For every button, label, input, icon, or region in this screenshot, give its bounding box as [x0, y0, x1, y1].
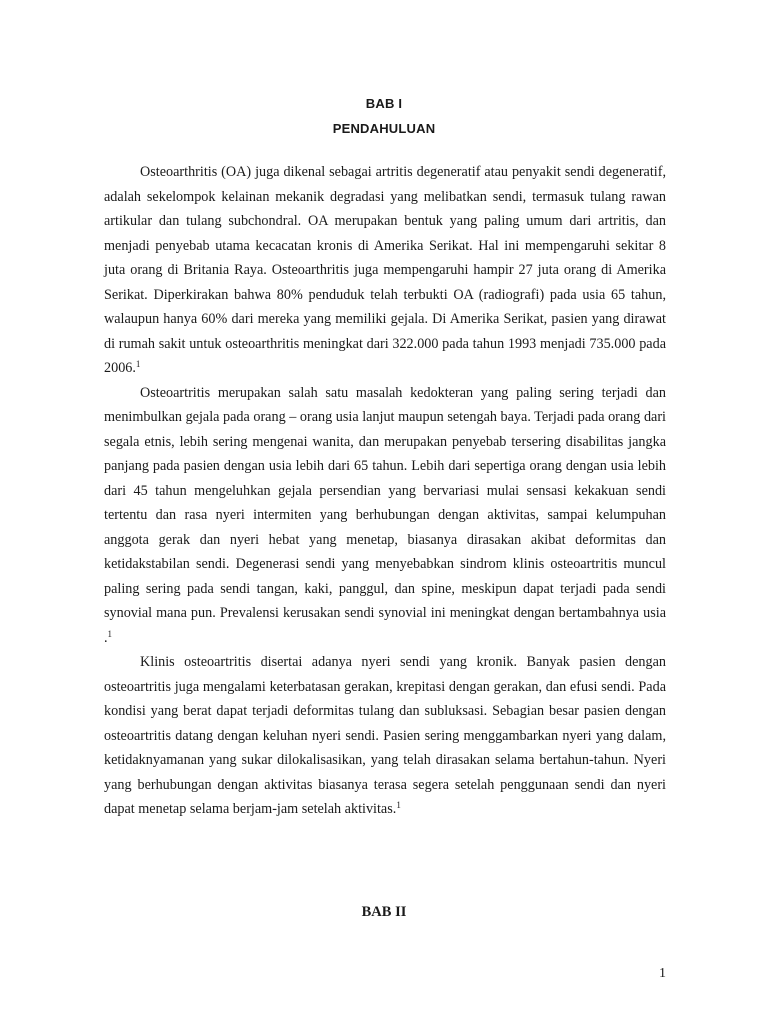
chapter-label: BAB I — [365, 96, 403, 111]
body-text — [104, 160, 666, 822]
next-chapter-label: BAB II — [361, 904, 407, 920]
paragraph-2-text: Osteoartritis merupakan salah satu masalah kedokteran yang paling sering terjadi dan menimbulkan gejala pada orang – orang usia lanjut maupun setengah baya. Terjadi pada orang dari segala etnis, lebih sering mengenai wanita, dan merupakan penyebab tersering disabilitas jangka panjang pada pasien dengan usia lebih dari 65 tahun. Lebih dari sepertiga orang dengan usia lebih dari 45 tahun mengeluhkan gejala persendian yang bervariasi mulai sensasi kekakuan sendi tertentu dan rasa nyeri intermiten yang berhubungan dengan aktivitas, sampai kelumpuhan anggota gerak dan nyeri hebat yang menetap, biasanya dirasakan akibat deformitas dan ketidakstabilan sendi. Degenerasi sendi yang menyebabkan sindrom klinis osteoartritis muncul paling sering pada sendi tangan, kaki, panggul, dan spine, meskipun dapat terjadi pada sendi synovial mana pun. Prevalensi kerusakan sendi synovial ini meningkat dengan bertambahnya usia . — [104, 384, 666, 646]
paragraph-3 — [104, 650, 666, 822]
citation-2: 1 — [107, 628, 113, 639]
paragraph-1 — [104, 160, 666, 381]
citation-1: 1 — [135, 359, 141, 369]
paragraph-3-text: Klinis osteoartritis disertai adanya nyeri sendi yang kronik. Banyak pasien dengan osteoartritis juga mengalami keterbatasan gerakan, krepitasi dengan gerakan, dan efusi sendi. Pada kondisi yang berat dapat terjadi deformitas tulang dan subluksasi. Sebagian besar pasien dengan osteoartritis datang dengan keluhan nyeri sendi. Pasien sering menggambarkan nyeri yang dalam, ketidaknyamanan yang sukar dilokalisasikan, yang telah dirasakan selama bertahun-tahun. Nyeri yang berhubungan dengan aktivitas biasanya terasa segera setelah penggunaan sendi dan nyeri dapat menetap selama berjam-jam setelah aktivitas. — [104, 654, 666, 817]
paragraph-1-text: Osteoarthritis (OA) juga dikenal sebagai artritis degeneratif atau penyakit sendi degeneratif, adalah sekelompok kelainan mekanik degradasi yang melibatkan sendi, termasuk tulang rawan artikular dan tulang subchondral. OA merupakan bentuk yang paling umum dari artritis, dan menjadi penyebab utama kecacatan kronis di Amerika Serikat. Hal ini mempengaruhi sekitar 8 juta orang di Britania Raya. Osteoarthritis juga mempengaruhi hampir 27 juta orang di Amerika Serikat. Diperkirakan bahwa 80% penduduk telah terbukti OA (radiografi) pada usia 65 tahun, walaupun hanya 60% dari mereka yang memiliki gejala. Di Amerika Serikat, pasien yang dirawat di rumah sakit untuk osteoarthritis meningkat dari 322.000 pada tahun 1993 menjadi 735.000 pada 2006. — [104, 164, 666, 376]
paragraph-2 — [104, 381, 666, 651]
chapter-title: PENDAHULUAN — [332, 121, 436, 136]
page-number: 1 — [659, 966, 666, 981]
citation-3: 1 — [396, 800, 401, 810]
